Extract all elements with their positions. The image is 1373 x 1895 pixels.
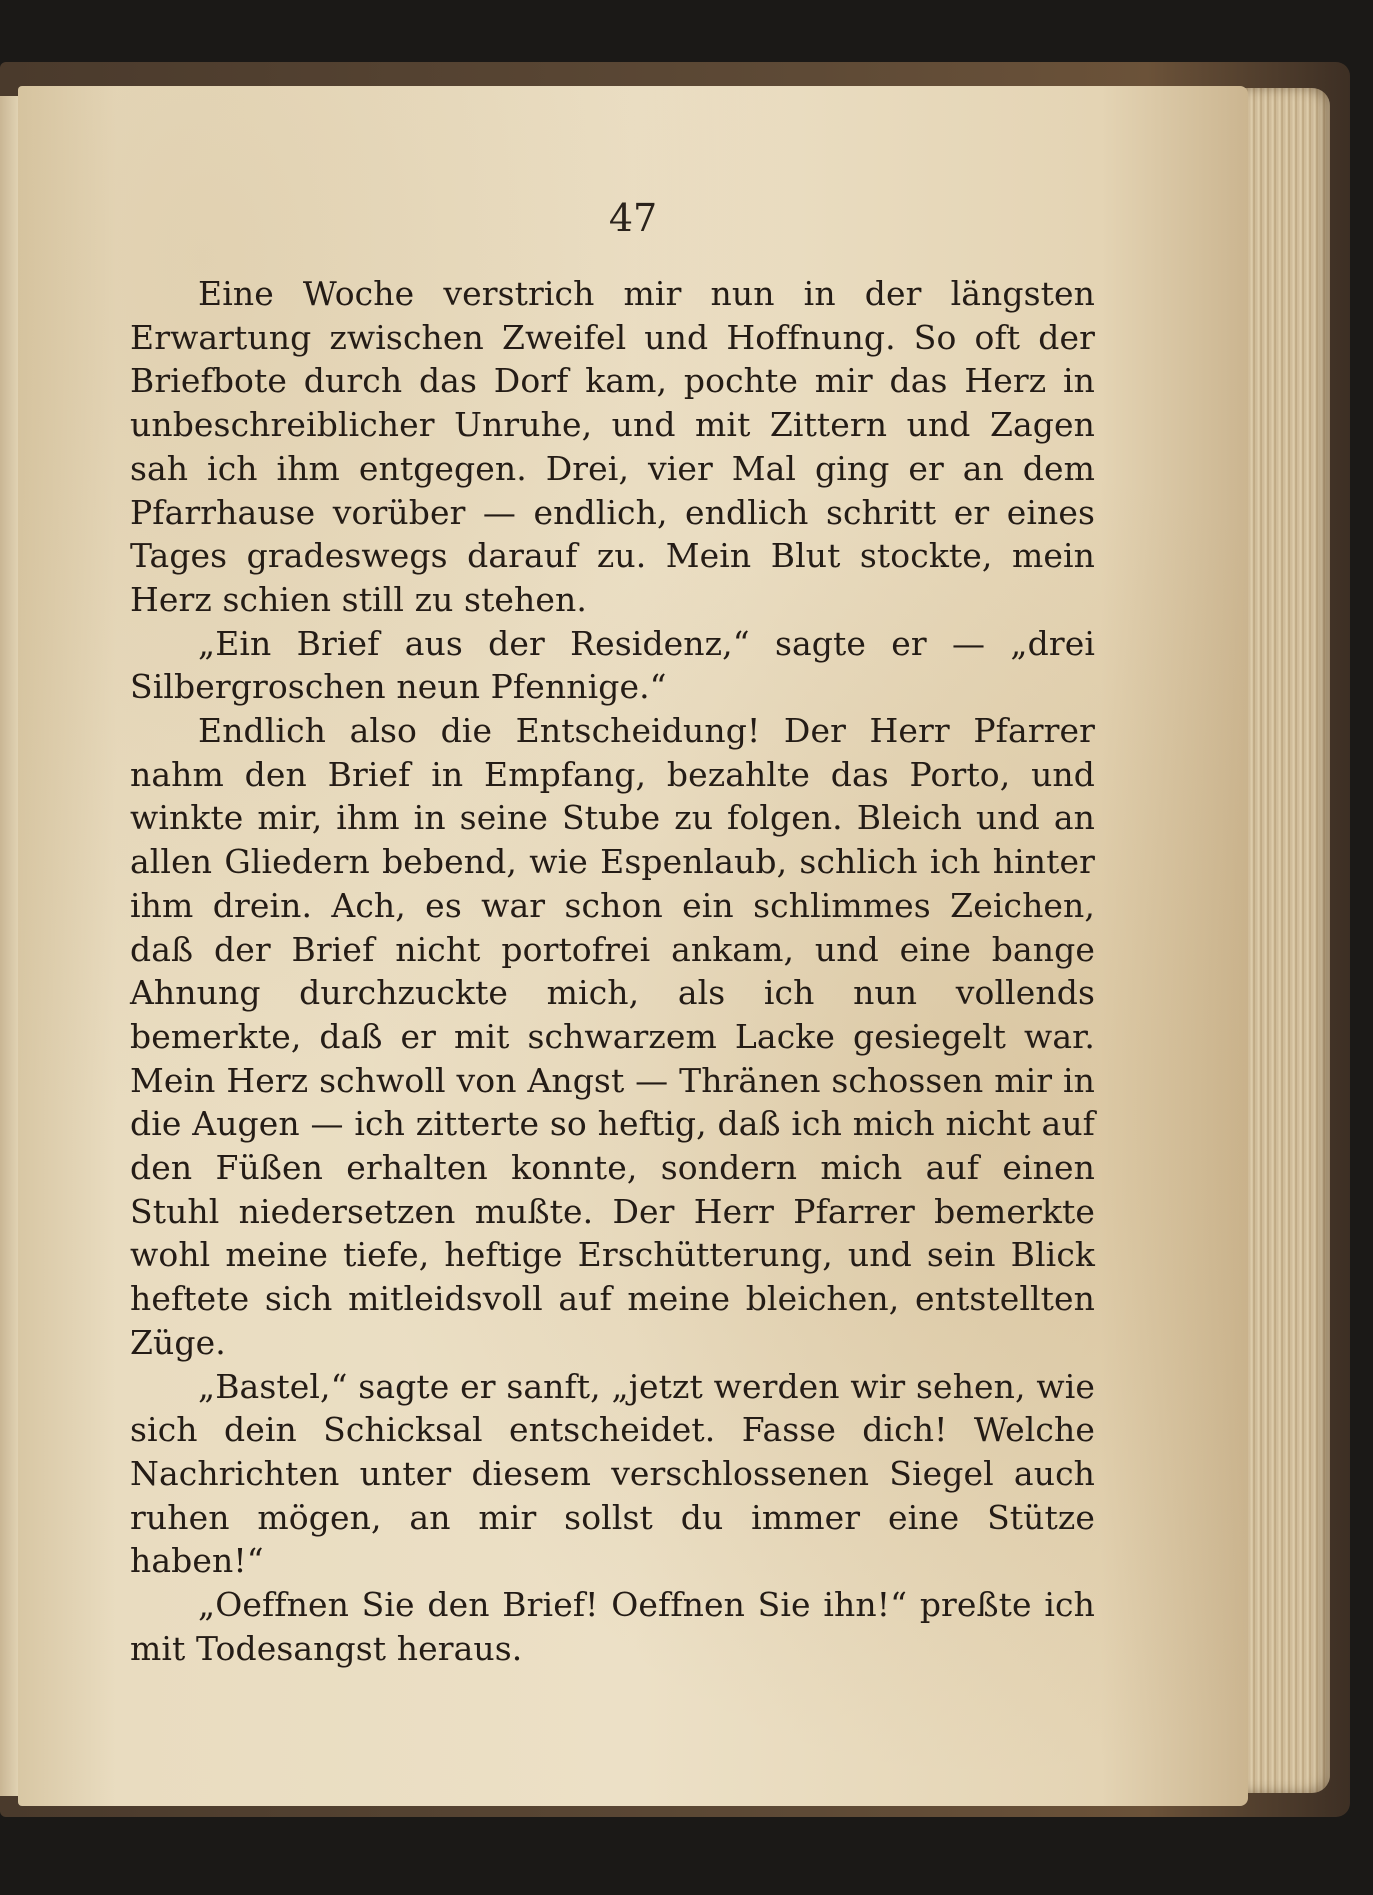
body-text — [130, 272, 1095, 1671]
paragraph: Eine Woche verstrich mir nun in der längsten Erwartung zwischen Zweifel und Hoffnung. So oft der Briefbote durch das Dorf kam, pochte mir das Herz in unbeschreiblicher Unruhe, und mit Zittern und Zagen sah ich ihm entgegen. Drei, vier Mal ging er an dem Pfarrhause vorüber — endlich, endlich schritt er eines Tages gradeswegs darauf zu. Mein Blut stockte, mein Herz schien still zu stehen. — [130, 274, 1095, 619]
page-edges — [1235, 88, 1330, 1793]
facing-page-edge — [0, 96, 20, 1796]
page-number: 47 — [608, 196, 658, 240]
paragraph: Endlich also die Entscheidung! Der Herr Pfarrer nahm den Brief in Empfang, bezahlte das Porto, und winkte mir, ihm in seine Stube zu folgen. Bleich und an allen Gliedern bebend, wie Espenlaub, schlich ich hinter ihm drein. Ach, es war schon ein schlimmes Zeichen, daß der Brief nicht portofrei ankam, und eine bange Ahnung durchzuckte mich, als ich nun vollends bemerkte, daß er mit schwarzem Lacke gesiegelt war. Mein Herz schwoll von Angst — Thränen schossen mir in die Augen — ich zitterte so heftig, daß ich mich nicht auf den Füßen erhalten konnte, sondern mich auf einen Stuhl niedersetzen mußte. Der Herr Pfarrer bemerkte wohl meine tiefe, heftige Erschütterung, und sein Blick heftete sich mitleidsvoll auf meine bleichen, entstellten Züge. — [130, 711, 1095, 1362]
paragraph: „Oeffnen Sie den Brief! Oeffnen Sie ihn!“ preßte ich mit Todesangst heraus. — [130, 1585, 1095, 1668]
paragraph: „Ein Brief aus der Residenz,“ sagte er — „drei Silbergroschen neun Pfennige.“ — [130, 623, 1095, 707]
book-page — [18, 86, 1248, 1806]
paragraph: „Bastel,“ sagte er sanft, „jetzt werden wir sehen, wie sich dein Schicksal entscheidet. Fasse dich! Welche Nachrichten unter diesem verschlossenen Siegel auch ruhen mögen, an mir sollst du immer eine Stütze haben!“ — [130, 1366, 1095, 1581]
